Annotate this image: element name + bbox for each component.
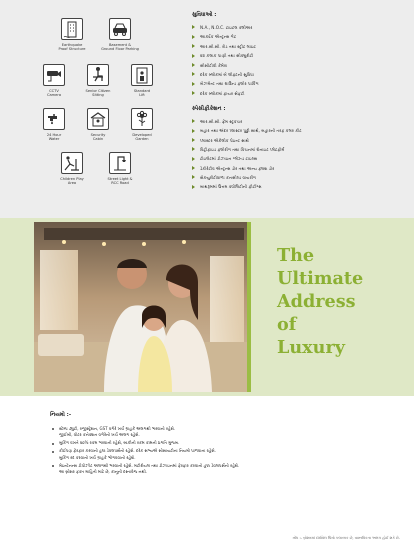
spec-item — [192, 147, 406, 152]
amenity-street-light — [98, 152, 142, 186]
car-parking-icon — [109, 18, 131, 40]
spec-text: પ્લાસ્ટર એક્રેલીક પેઇન્ટ સાથે — [200, 137, 249, 143]
sitting-area-icon — [87, 64, 109, 86]
amenity-sitting — [76, 64, 120, 98]
feature-text: સીસીટીવી કેમેરા — [200, 62, 228, 68]
term-item: મેઇન્ટેનન્સ ડીપોઝીટ અલગથી ભરવાની રહેશે. મટીરીયલ તથા ડીઝાઇનમાં ફેરફાર કરવાનો હક્ક ડેવલપર્સનો રહેશે. આ બ્રોશર ફક્ત માહિતી માટે છે, કાનૂની દસ્તાવેજ નથી. — [50, 463, 350, 476]
headline-line: Ultimate — [277, 268, 364, 289]
feature-text: આર.સી.સી. રોડ તથા સ્ટ્રીટ લાઇટ — [200, 43, 256, 49]
spec-item — [192, 119, 406, 124]
feature-text: આકર્ષક એન્ટ્રન્સ ગેટ — [200, 34, 237, 40]
terms-title: નિયમો :- — [50, 412, 72, 418]
water-tap-icon — [43, 108, 65, 130]
term-item: સ્ટેમ્પ ડ્યુટી, રજીસ્ટ્રેશન, GST વગેરે ખર્ચ ગ્રાહકે અલગથી ભરવાનો રહેશે. જીઈબી, વોટર કનેક્શન વગેરેનો ખર્ચ અલગ રહેશે. — [50, 426, 350, 439]
headline — [277, 244, 407, 359]
feature-item — [192, 34, 406, 39]
spec-text: બાથરૂમમાં ઉત્તમ ક્વોલિટીની ફીટીંગ્સ — [200, 184, 262, 190]
triangle-bullet-icon — [192, 166, 195, 170]
triangle-bullet-icon — [192, 147, 195, 151]
amenity-label: Street Light & RCC Road — [107, 177, 133, 186]
cctv-camera-icon — [43, 64, 65, 86]
spec-text: આર.સી.સી. ફ્રેમ સ્ટ્રકચર — [200, 118, 243, 124]
family-photo — [34, 222, 251, 392]
amenity-lift — [120, 64, 164, 98]
triangle-bullet-icon — [192, 82, 195, 86]
amenity-label: Security Cabin — [90, 133, 106, 142]
feature-item — [192, 63, 406, 68]
amenity-play-area — [50, 152, 94, 186]
feature-item — [192, 25, 406, 30]
headline-line: The — [277, 245, 315, 266]
triangle-bullet-icon — [192, 63, 195, 67]
triangle-bullet-icon — [192, 44, 195, 48]
amenity-label: Senior Citizen Sitting — [85, 89, 111, 98]
amenity-garden — [120, 108, 164, 142]
triangle-bullet-icon — [192, 72, 195, 76]
triangle-bullet-icon — [192, 119, 195, 123]
features-title: સુવિધાઓ : — [192, 12, 217, 18]
headline-line: Address — [277, 291, 356, 312]
feature-item — [192, 44, 406, 49]
term-item: બુકિંગ વખતે ૨૦% રકમ ભરવાની રહેશે, બાકીની રકમ કામની પ્રગતિ મુજબ. — [50, 440, 350, 446]
amenity-label: 24 Hour Water — [46, 133, 62, 142]
amenity-earthquake — [50, 18, 94, 52]
amenity-label: CCTV Camera — [46, 89, 62, 98]
spec-item — [192, 175, 406, 180]
specs-title: સ્પેસીફીકેશન : — [192, 105, 226, 112]
disclaimer-note: નોંધ :- બ્રોશરમાં દર્શાવેલ ચિત્રો કલાત્મક છે, વાસ્તવિકતા અલગ હોઈ શકે છે. — [292, 536, 400, 540]
spec-text: ડેકોરેટીવ એન્ટ્રન્સ ડોર તથા અન્ય ફ્લશ ડોર — [200, 165, 275, 171]
amenity-parking — [98, 18, 142, 52]
spec-item — [192, 166, 406, 171]
amenity-label: Earthquake Proof Structure — [58, 43, 86, 52]
spec-item — [192, 156, 406, 161]
triangle-bullet-icon — [192, 25, 195, 29]
feature-text: દરેક બ્લોકમાં બે લીફ્ટની સુવિધા — [200, 71, 254, 77]
hero-band — [0, 218, 414, 396]
triangle-bullet-icon — [192, 35, 195, 39]
spec-item — [192, 138, 406, 143]
amenity-water — [32, 108, 76, 142]
elevator-icon — [131, 64, 153, 86]
spec-item — [192, 184, 406, 189]
amenities-features-panel — [0, 0, 414, 218]
amenity-label: Basement & Ground Floor Parking — [101, 43, 139, 52]
feature-item — [192, 81, 406, 86]
spec-text: બહાર તથા અંદર પ્લાસ્ટર પુટ્ટી સાથે, બહારની તરફ કલર કોટ — [200, 128, 302, 134]
headline-line: Luxury — [277, 337, 345, 358]
headline-line: of — [277, 314, 297, 335]
spec-text: સેકયુરીટીવાળા કનસીલ્ડ વાયરીંગ — [200, 175, 256, 181]
feature-item — [192, 53, 406, 58]
feature-item — [192, 91, 406, 96]
term-item: કોઈપણ ફેરફાર કરવાનો હક્ક ડેવલપર્સનો રહેશે. દરેક સભ્યએ સોસાયટીના નિયમો પાળવાના રહેશે. બુકિંગ રદ કરવાનો ખર્ચ ગ્રાહકે ભોગવવાનો રહેશે. — [50, 448, 350, 461]
spec-text: ટોઇલેટમાં ડીઝાઇન ગ્લેઝ્ડ ટાઇલ્સ — [200, 156, 258, 162]
kids-play-area-icon — [61, 152, 83, 174]
feature-text: દરેક બ્લોકમાં ફાયર સેફટી — [200, 90, 245, 96]
triangle-bullet-icon — [192, 54, 195, 58]
amenity-label: Standard Lift — [133, 89, 151, 98]
spec-text: વિટ્રીફાઇડ ફ્લોરીંગ તથા કિચનમાં ગ્રેનાઇટ પ્લેટફોર્મ — [200, 146, 285, 152]
triangle-bullet-icon — [192, 175, 195, 179]
amenity-security — [76, 108, 120, 142]
amenity-label: Developed Garden — [132, 133, 152, 142]
feature-text: ૨૪ કલાક પાણી તથા સીક્યુરીટી — [200, 53, 254, 59]
terms-section — [50, 412, 350, 477]
security-cabin-icon — [87, 108, 109, 130]
triangle-bullet-icon — [192, 157, 195, 161]
feature-text: N.A., N.O.C. ટાઇટલ ક્લીઅર — [200, 25, 253, 30]
spec-item — [192, 128, 406, 133]
triangle-bullet-icon — [192, 129, 195, 133]
garden-flower-icon — [131, 108, 153, 130]
triangle-bullet-icon — [192, 91, 195, 95]
triangle-bullet-icon — [192, 138, 195, 142]
triangle-bullet-icon — [192, 185, 195, 189]
feature-item — [192, 72, 406, 77]
street-light-icon — [109, 152, 131, 174]
amenity-label: Children Play Area — [60, 177, 84, 186]
earthquake-building-icon — [61, 18, 83, 40]
feature-text: બેઝમેન્ટ તથા ગ્રાઉન્ડ ફ્લોર પાર્કિંગ — [200, 81, 259, 87]
amenity-cctv — [32, 64, 76, 98]
features-list — [192, 12, 406, 194]
